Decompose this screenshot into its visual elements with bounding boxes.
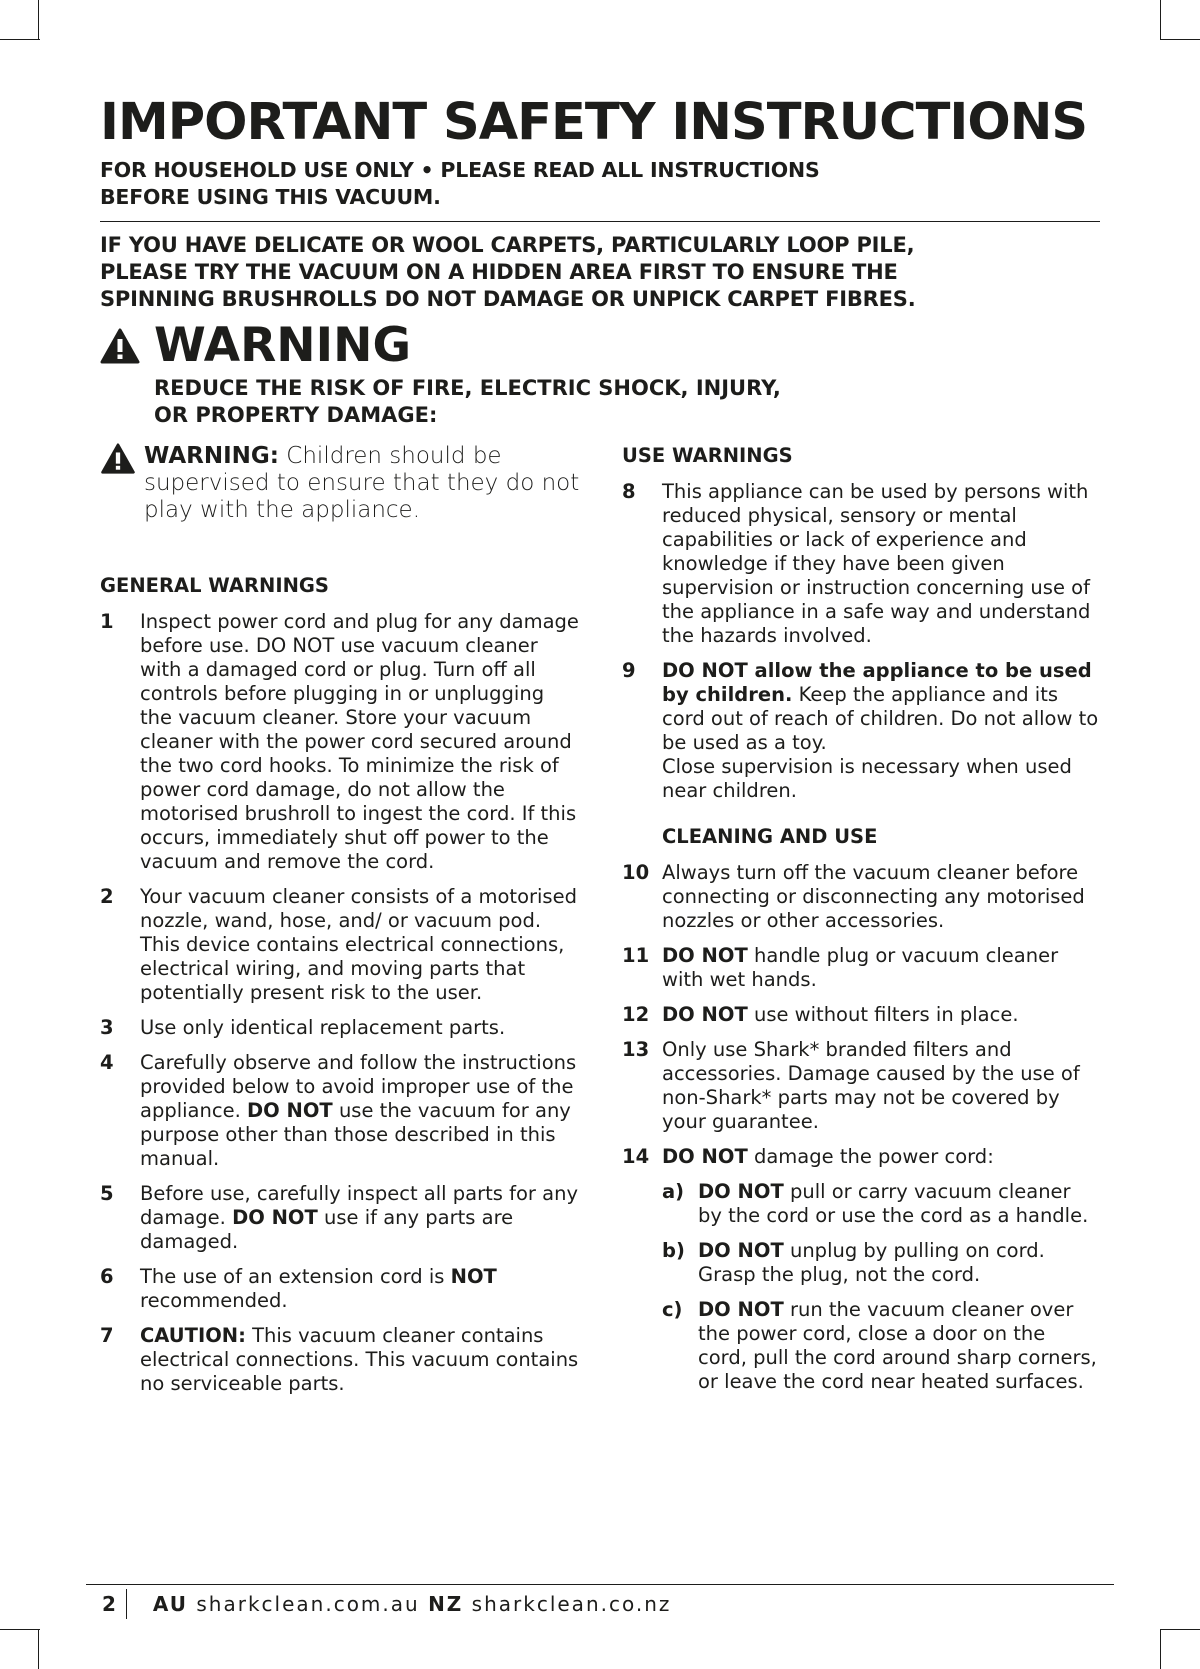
item-text: Inspect power cord and plug for any damage before use. DO NOT use vacuum cleaner with a damaged cord or plug. Turn off all controls before plugging in or unplugging the vacuum cleaner. Store your vacuum cleaner with the power cord secured around the two cord hooks. To minimize the risk of power cord damage, do not allow the motorised brushroll to ingest the cord. If this occurs, immediately shut off power to the vacuum and remove the cord. <box>140 610 579 873</box>
general-item-2 <box>100 885 582 1005</box>
carpet-notice <box>100 232 916 313</box>
item-text: Use only identical replacement parts. <box>140 1016 506 1039</box>
item-text-bold: DO NOT <box>662 944 748 967</box>
subtitle <box>100 157 820 211</box>
item-text-bold: DO NOT <box>698 1180 784 1203</box>
warning-heading <box>100 318 412 373</box>
subitem-letter: c) <box>662 1298 683 1321</box>
item-number: 2 <box>100 885 114 908</box>
divider <box>100 221 1100 222</box>
general-item-4 <box>100 1051 582 1171</box>
item-text-post: recommended. <box>140 1289 288 1312</box>
item-number: 4 <box>100 1051 114 1074</box>
item-text-post: use without filters in place. <box>753 1003 1019 1026</box>
item-text <box>140 1182 582 1254</box>
general-item-5 <box>100 1182 582 1254</box>
general-item-3 <box>100 1016 582 1040</box>
item-text-post: Keep the appliance and its cord out of reach of children. Do not allow to be used as a toy. <box>662 683 1099 754</box>
item-text-bold: DO NOT <box>698 1298 784 1321</box>
item-number: 5 <box>100 1182 114 1205</box>
crop-mark-br-v <box>1160 1629 1161 1669</box>
carpet-notice-line-2: PLEASE TRY THE VACUUM ON A HIDDEN AREA FIRST TO ENSURE THE <box>100 260 898 284</box>
child-warning-text <box>144 443 580 524</box>
item-text <box>662 659 1100 803</box>
item-text-post: pull or carry vacuum cleaner by the cord or use the cord as a handle. <box>698 1180 1089 1227</box>
item-text <box>662 1145 1100 1169</box>
cleaning-item-12 <box>622 1003 1100 1027</box>
warning-sub-line-1: REDUCE THE RISK OF FIRE, ELECTRIC SHOCK, INJURY, <box>154 376 781 400</box>
item-number: 9 <box>622 659 636 682</box>
carpet-notice-line-3: SPINNING BRUSHROLLS DO NOT DAMAGE OR UNPICK CARPET FIBRES. <box>100 287 916 311</box>
subitem-text <box>698 1180 1100 1228</box>
page-title: IMPORTANT SAFETY INSTRUCTIONS <box>100 93 1088 152</box>
item-text-post: handle plug or vacuum cleaner with wet hands. <box>662 944 1059 991</box>
item-text-pre: The use of an extension cord is <box>140 1265 445 1288</box>
right-column <box>622 444 1100 1405</box>
footer-nz-url[interactable]: sharkclean.co.nz <box>471 1592 672 1616</box>
subtitle-line-2: BEFORE USING THIS VACUUM. <box>100 185 441 209</box>
general-warnings-heading: GENERAL WARNINGS <box>100 574 329 597</box>
warning-triangle-icon <box>100 443 136 474</box>
item-text: Your vacuum cleaner consists of a motorised nozzle, wand, hose, and/ or vacuum pod. This device contains electrical connections, electrical wiring, and moving parts that potentially present risk to the user. <box>140 885 577 1004</box>
item-text-bold: DO NOT <box>698 1239 784 1262</box>
crop-mark-tl-v <box>38 0 39 40</box>
warning-sub-line-2: OR PROPERTY DAMAGE: <box>154 403 438 427</box>
item-number: 10 <box>622 861 650 884</box>
cleaning-and-use-heading: CLEANING AND USE <box>662 825 878 848</box>
item-text <box>140 1051 582 1171</box>
cleaning-subitem-c <box>662 1298 1100 1394</box>
item-number: 6 <box>100 1265 114 1288</box>
cleaning-subitem-a <box>662 1180 1100 1228</box>
footer-divider <box>86 1584 1114 1585</box>
subitem-text <box>698 1239 1100 1287</box>
item-number: 1 <box>100 610 114 633</box>
subitem-letter: b) <box>662 1239 685 1262</box>
page-number: 2 <box>102 1592 116 1616</box>
item-text: Only use Shark* branded filters and accessories. Damage caused by the use of non-Shark* parts may not be covered by your guarantee. <box>662 1038 1080 1133</box>
item-number: 3 <box>100 1016 114 1039</box>
item-text <box>662 1003 1100 1027</box>
left-column <box>100 574 582 1407</box>
child-warning-label: WARNING: <box>144 443 279 469</box>
item-text-bold: DO NOT <box>246 1099 333 1122</box>
item-text <box>140 1324 582 1396</box>
item-text-post: unplug by pulling on cord. Grasp the plug, not the cord. <box>698 1239 1045 1286</box>
item-text-pre: Carefully observe and follow the instructions provided below to avoid improper use of the appliance. <box>140 1051 577 1122</box>
warning-word: WARNING <box>154 318 412 373</box>
item-text-bold: DO NOT <box>232 1206 318 1229</box>
item-text <box>662 944 1100 992</box>
item-text-bold: CAUTION: <box>140 1324 246 1347</box>
general-item-1 <box>100 610 582 874</box>
footer-au-label: AU <box>152 1592 189 1616</box>
item-number: 11 <box>622 944 650 967</box>
item-text-post-2: Close supervision is necessary when used near children. <box>662 755 1072 802</box>
cleaning-item-13 <box>622 1038 1100 1134</box>
crop-mark-tl-h <box>0 39 40 40</box>
general-item-7 <box>100 1324 582 1396</box>
item-text-bold: DO NOT <box>662 1145 748 1168</box>
cleaning-item-10 <box>622 861 1100 933</box>
cleaning-item-11 <box>622 944 1100 992</box>
use-item-8 <box>622 480 1100 648</box>
use-warnings-heading: USE WARNINGS <box>622 444 793 467</box>
item-text-post: This vacuum cleaner contains electrical connections. This vacuum contains no serviceable parts. <box>140 1324 579 1395</box>
item-text-post: run the vacuum cleaner over the power cord, close a door on the cord, pull the cord around sharp corners, or leave the cord near heated surfaces. <box>698 1298 1097 1393</box>
subitem-letter: a) <box>662 1180 685 1203</box>
item-text-bold: NOT <box>450 1265 497 1288</box>
use-item-9 <box>622 659 1100 803</box>
child-warning <box>100 443 580 524</box>
subtitle-line-1: FOR HOUSEHOLD USE ONLY • PLEASE READ ALL INSTRUCTIONS <box>100 158 820 182</box>
item-number: 7 <box>100 1324 114 1347</box>
crop-mark-bl-v <box>38 1629 39 1669</box>
item-text <box>140 1265 582 1313</box>
footer-nz-label: NZ <box>428 1592 464 1616</box>
item-text: Always turn off the vacuum cleaner before connecting or disconnecting any motorised nozzles or other accessories. <box>662 861 1085 932</box>
crop-mark-tr-v <box>1160 0 1161 40</box>
footer-au-url[interactable]: sharkclean.com.au <box>196 1592 420 1616</box>
child-warning-body: Children should be supervised to ensure that they do not play with the appliance. <box>144 443 580 523</box>
item-number: 8 <box>622 480 636 503</box>
footer <box>102 1589 671 1619</box>
cleaning-subitem-b <box>662 1239 1100 1287</box>
crop-mark-bl-h <box>0 1629 40 1630</box>
item-text-post: use if any parts are damaged. <box>140 1206 514 1253</box>
general-item-6 <box>100 1265 582 1313</box>
cleaning-item-14 <box>622 1145 1100 1169</box>
carpet-notice-line-1: IF YOU HAVE DELICATE OR WOOL CARPETS, PARTICULARLY LOOP PILE, <box>100 233 915 257</box>
item-number: 12 <box>622 1003 650 1026</box>
crop-mark-tr-h <box>1160 39 1200 40</box>
item-text-bold: DO NOT <box>662 1003 748 1026</box>
item-text: This appliance can be used by persons with reduced physical, sensory or mental capabilities or lack of experience and knowledge if they have been given supervision or instruction concerning use of the appliance in a safe way and understand the hazards involved. <box>662 480 1091 647</box>
item-text-pre: Before use, carefully inspect all parts for any damage. <box>140 1182 578 1229</box>
crop-mark-br-h <box>1160 1629 1200 1630</box>
item-number: 13 <box>622 1038 650 1061</box>
subitem-text <box>698 1298 1100 1394</box>
warning-subheading <box>154 375 781 429</box>
item-text-bold: DO NOT allow the appliance to be used by children. <box>662 659 1092 706</box>
item-text-post: damage the power cord: <box>753 1145 994 1168</box>
item-number: 14 <box>622 1145 650 1168</box>
item-text-post: use the vacuum for any purpose other than those described in this manual. <box>140 1099 571 1170</box>
warning-triangle-icon <box>100 328 140 364</box>
footer-separator <box>126 1589 127 1619</box>
